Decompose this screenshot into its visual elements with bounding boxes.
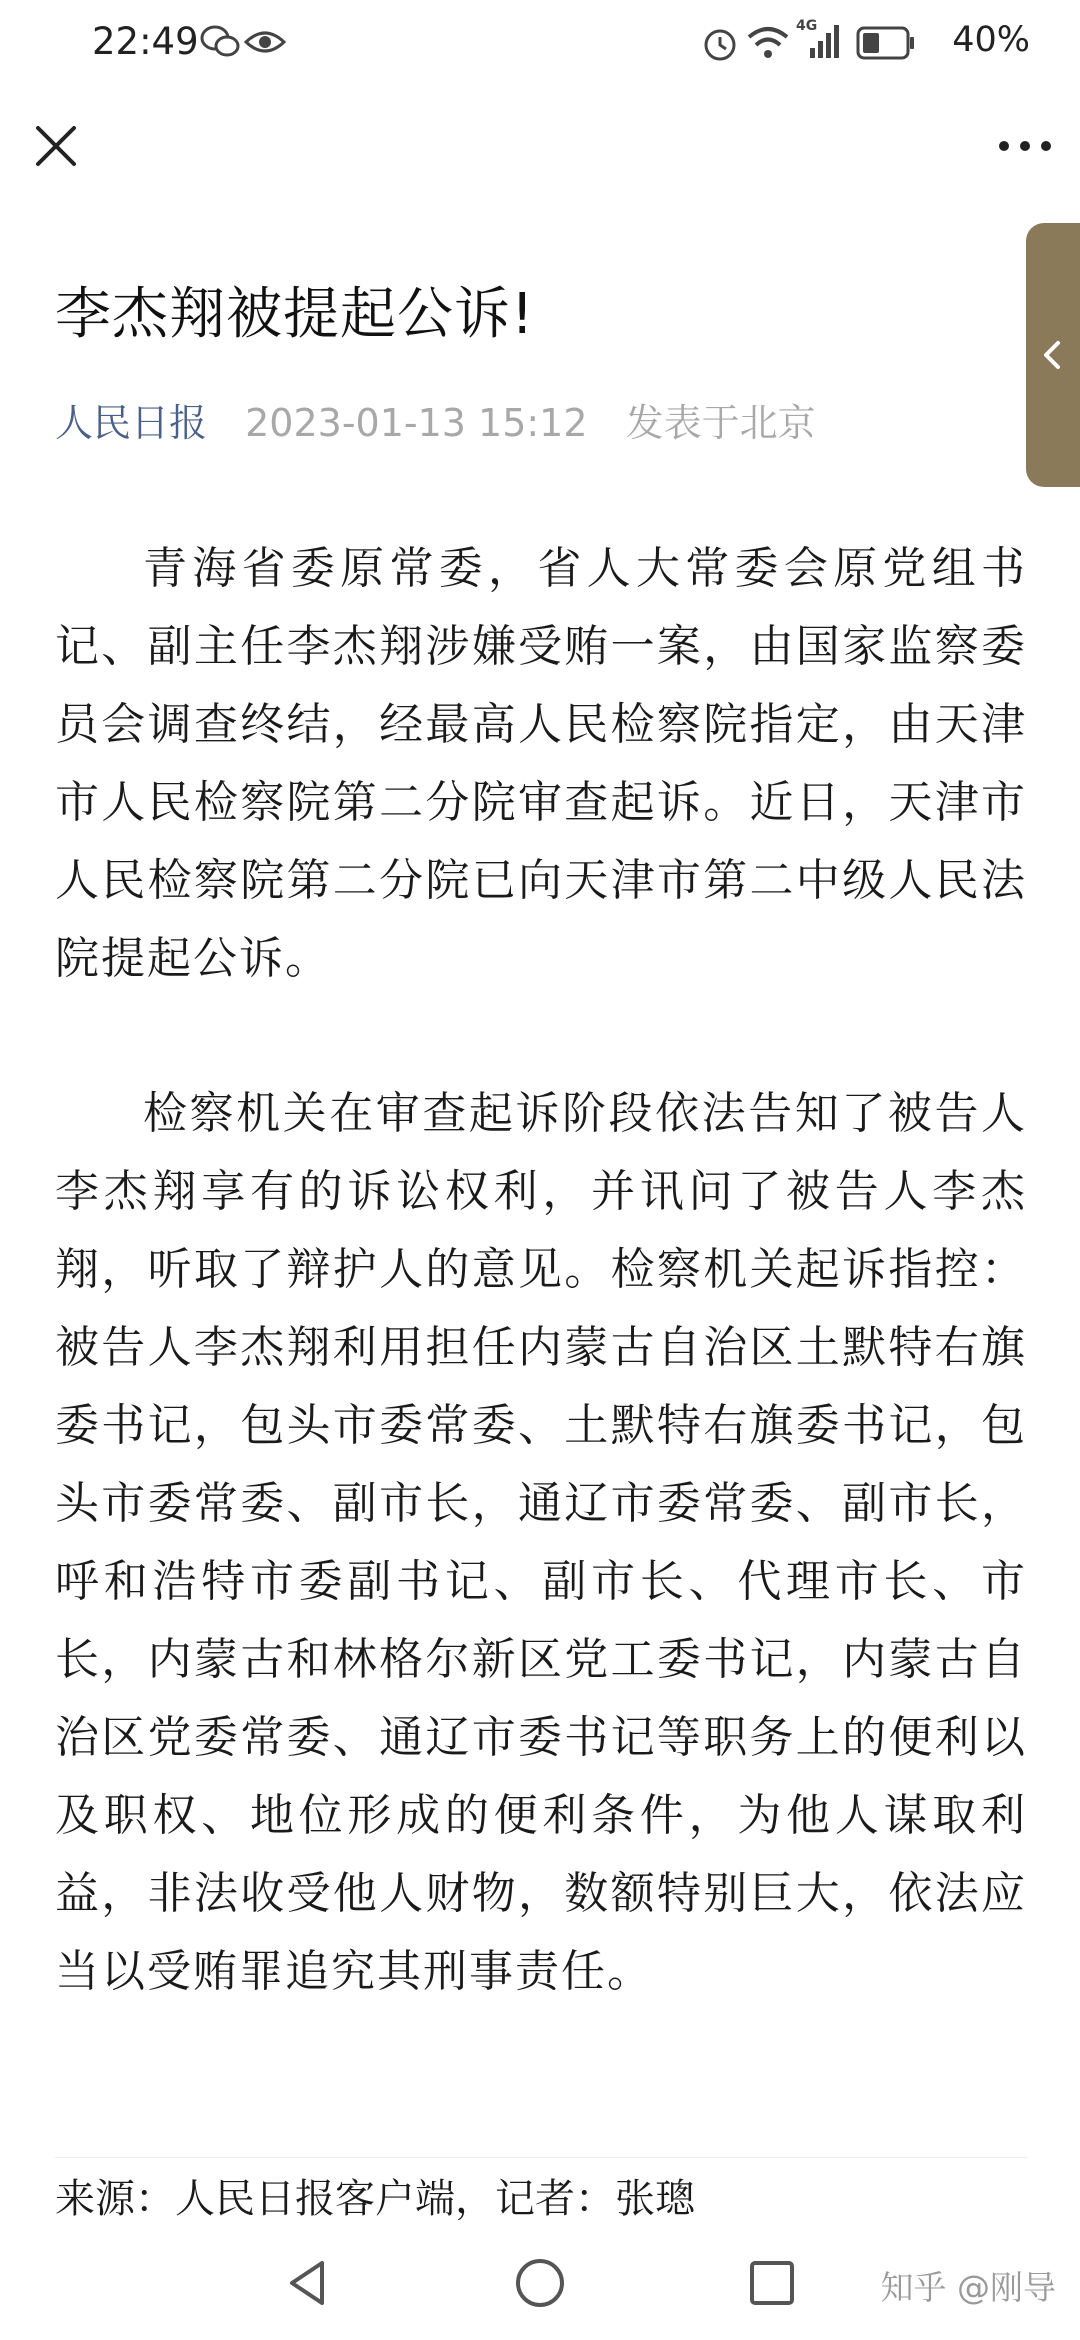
eye-icon (244, 24, 286, 64)
close-button[interactable] (30, 120, 82, 172)
divider (55, 2157, 1027, 2158)
battery-percent: 40% (952, 20, 1030, 60)
chevron-left-icon (1038, 337, 1068, 373)
nav-recents-button[interactable] (744, 2255, 800, 2315)
article-source: 来源：人民日报客户端，记者：张璁 (55, 2176, 695, 2222)
more-dots-icon (996, 126, 1054, 166)
wifi-icon (746, 24, 790, 66)
close-icon (30, 120, 82, 172)
article-location: 发表于北京 (625, 401, 816, 445)
watermark: 知乎 @刚导 (880, 2268, 1056, 2307)
home-circle-icon (512, 2255, 568, 2311)
nav-home-button[interactable] (512, 2255, 568, 2315)
article-author-link[interactable]: 人民日报 (55, 401, 208, 445)
status-time: 22:49 (92, 20, 199, 63)
alarm-icon (700, 24, 740, 68)
recents-square-icon (744, 2255, 800, 2311)
battery-icon (856, 26, 916, 64)
article-date: 2023-01-13 15:12 (245, 401, 588, 445)
wechat-icon (200, 24, 240, 64)
article-paragraph: 检察机关在审查起诉阶段依法告知了被告人李杰翔享有的诉讼权利，并讯问了被告人李杰翔，听取了辩护人的意见。检察机关起诉指控：被告人李杰翔利用担任内蒙古自治区土默特右旗委书记，包头市委常委、土默特右旗委书记，包头市委常委、副市长，通辽市委常委、副市长，呼和浩特市委副书记、副市长、代理市长、市长，内蒙古和林格尔新区党工委书记，内蒙古自治区党委常委、通辽市委书记等职务上的便利以及职权、地位形成的便利条件，为他人谋取利益，非法收受他人财物，数额特别巨大，依法应当以受贿罪追究其刑事责任。 (55, 1088, 1027, 1997)
article-meta (55, 392, 816, 447)
nav-back-button[interactable] (280, 2255, 336, 2315)
article-title: 李杰翔被提起公诉! (55, 282, 535, 347)
side-panel-tab[interactable] (1026, 223, 1080, 487)
more-options-button[interactable] (996, 126, 1054, 166)
status-bar (0, 0, 1080, 90)
back-triangle-icon (280, 2255, 336, 2311)
article-paragraph: 青海省委原常委，省人大常委会原党组书记、副主任李杰翔涉嫌受贿一案，由国家监察委员会调查终结，经最高人民检察院指定，由天津市人民检察院第二分院审查起诉。近日，天津市人民检察院第二分院已向天津市第二中级人民法院提起公诉。 (55, 543, 1027, 984)
network-type: 4G (796, 18, 818, 34)
